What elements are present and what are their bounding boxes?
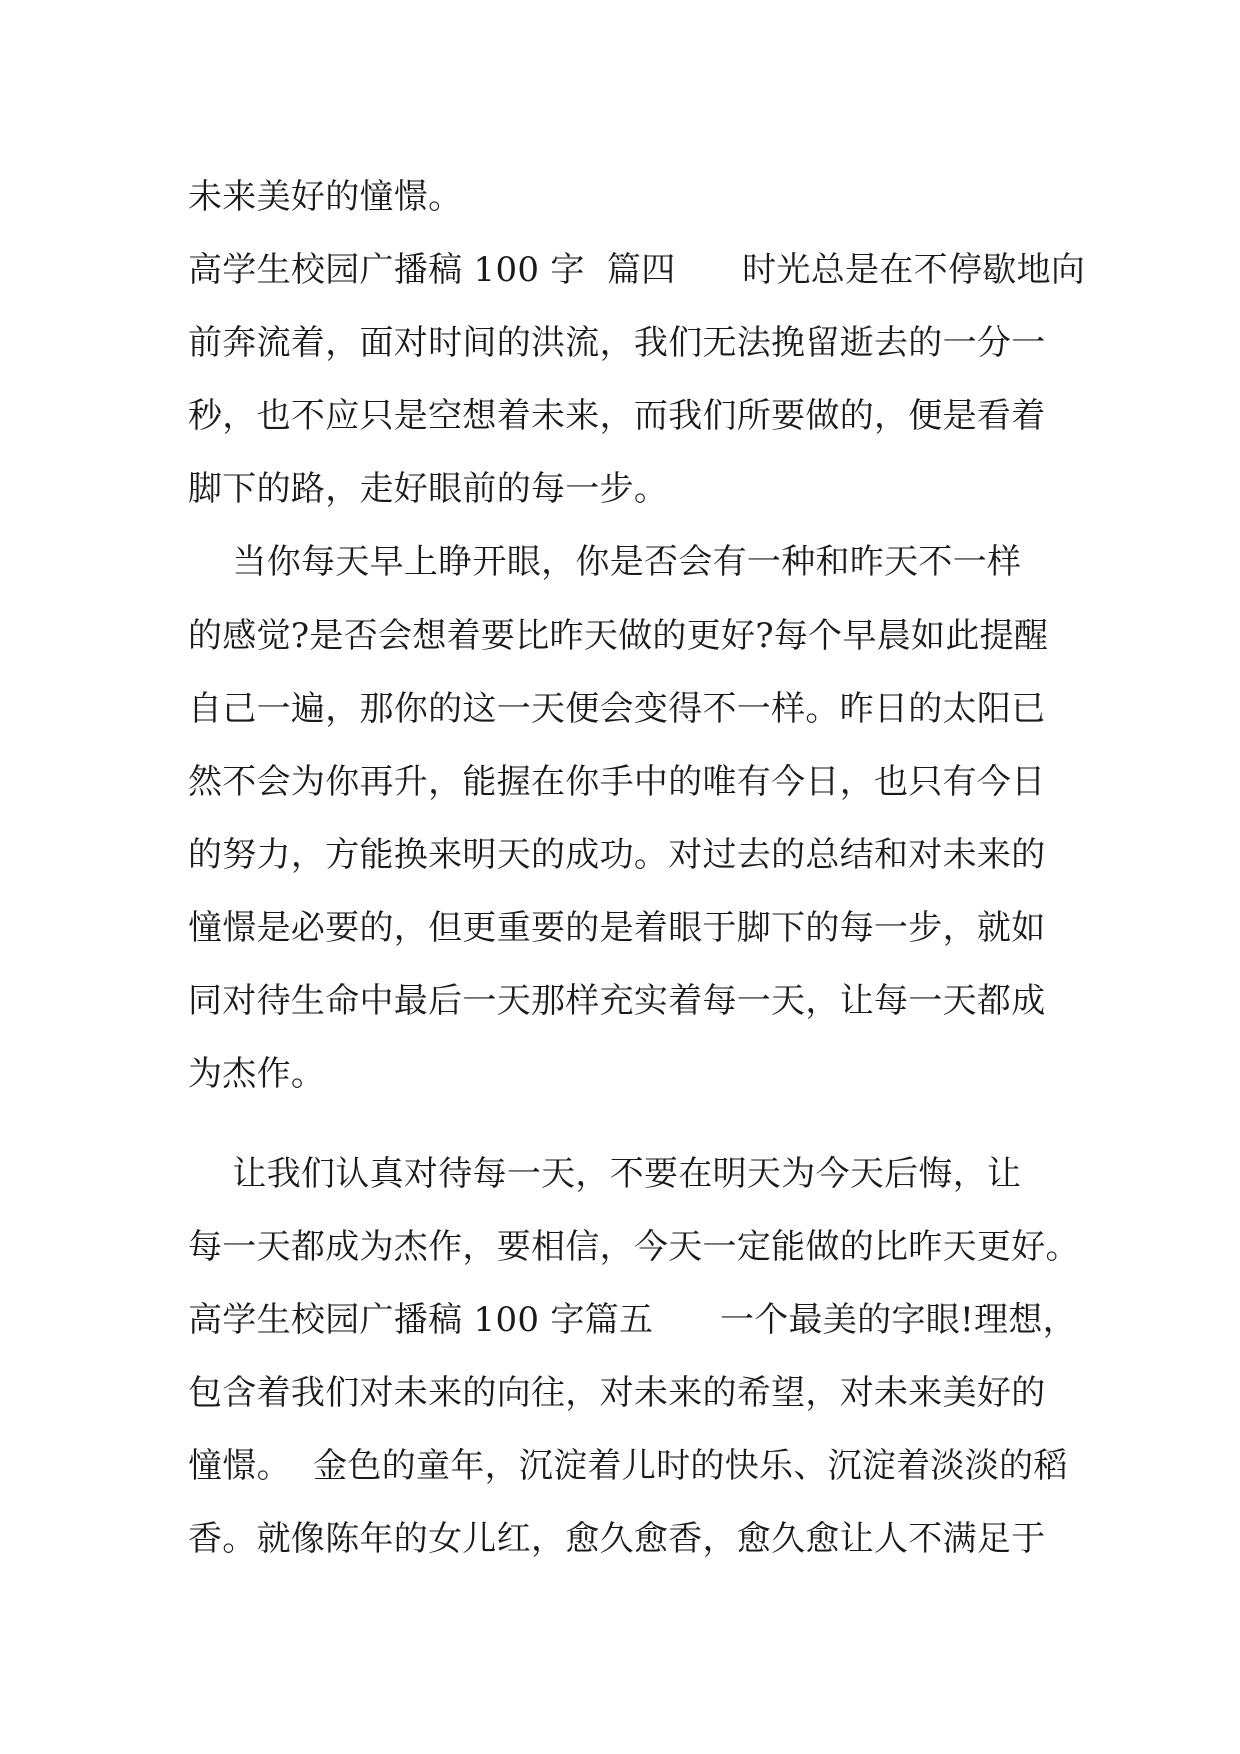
text-line: 憧憬是必要的，但更重要的是着眼于脚下的每一步，就如 xyxy=(188,908,1046,948)
text-line: 的努力，方能换来明天的成功。对过去的总结和对未来的 xyxy=(188,835,1046,875)
text-line: 然不会为你再升，能握在你手中的唯有今日，也只有今日 xyxy=(188,762,1046,802)
text-line: 每一天都成为杰作，要相信，今天一定能做的比昨天更好。 xyxy=(188,1227,1080,1267)
text-line: 让我们认真对待每一天，不要在明天为今天后悔，让 xyxy=(188,1154,1022,1194)
text-line: 为杰作。 xyxy=(188,1054,326,1094)
text-line: 当你每天早上睁开眼，你是否会有一种和昨天不一样 xyxy=(188,542,1022,582)
text-line: 香。就像陈年的女儿红，愈久愈香，愈久愈让人不满足于 xyxy=(188,1519,1046,1559)
text-line: 憧憬。 金色的童年，沉淀着儿时的快乐、沉淀着淡淡的稻 xyxy=(188,1446,1068,1486)
text-line: 脚下的路，走好眼前的每一步。 xyxy=(188,469,669,509)
text-line: 同对待生命中最后一天那样充实着每一天，让每一天都成 xyxy=(188,981,1046,1021)
text-line: 的感觉?是否会想着要比昨天做的更好?每个早晨如此提醒 xyxy=(188,616,1049,656)
text-line: 未来美好的憧憬。 xyxy=(188,177,463,217)
text-line: 包含着我们对未来的向往，对未来的希望，对未来美好的 xyxy=(188,1373,1046,1413)
text-line: 高学生校园广播稿 100 字 篇四 时光总是在不停歇地向 xyxy=(188,250,1086,290)
text-line: 秒，也不应只是空想着未来，而我们所要做的，便是看着 xyxy=(188,396,1046,436)
text-line: 前奔流着，面对时间的洪流，我们无法挽留逝去的一分一 xyxy=(188,323,1046,363)
text-line: 自己一遍，那你的这一天便会变得不一样。昨日的太阳已 xyxy=(188,689,1046,729)
text-line: 高学生校园广播稿 100 字篇五 一个最美的字眼!理想， xyxy=(188,1300,1077,1340)
